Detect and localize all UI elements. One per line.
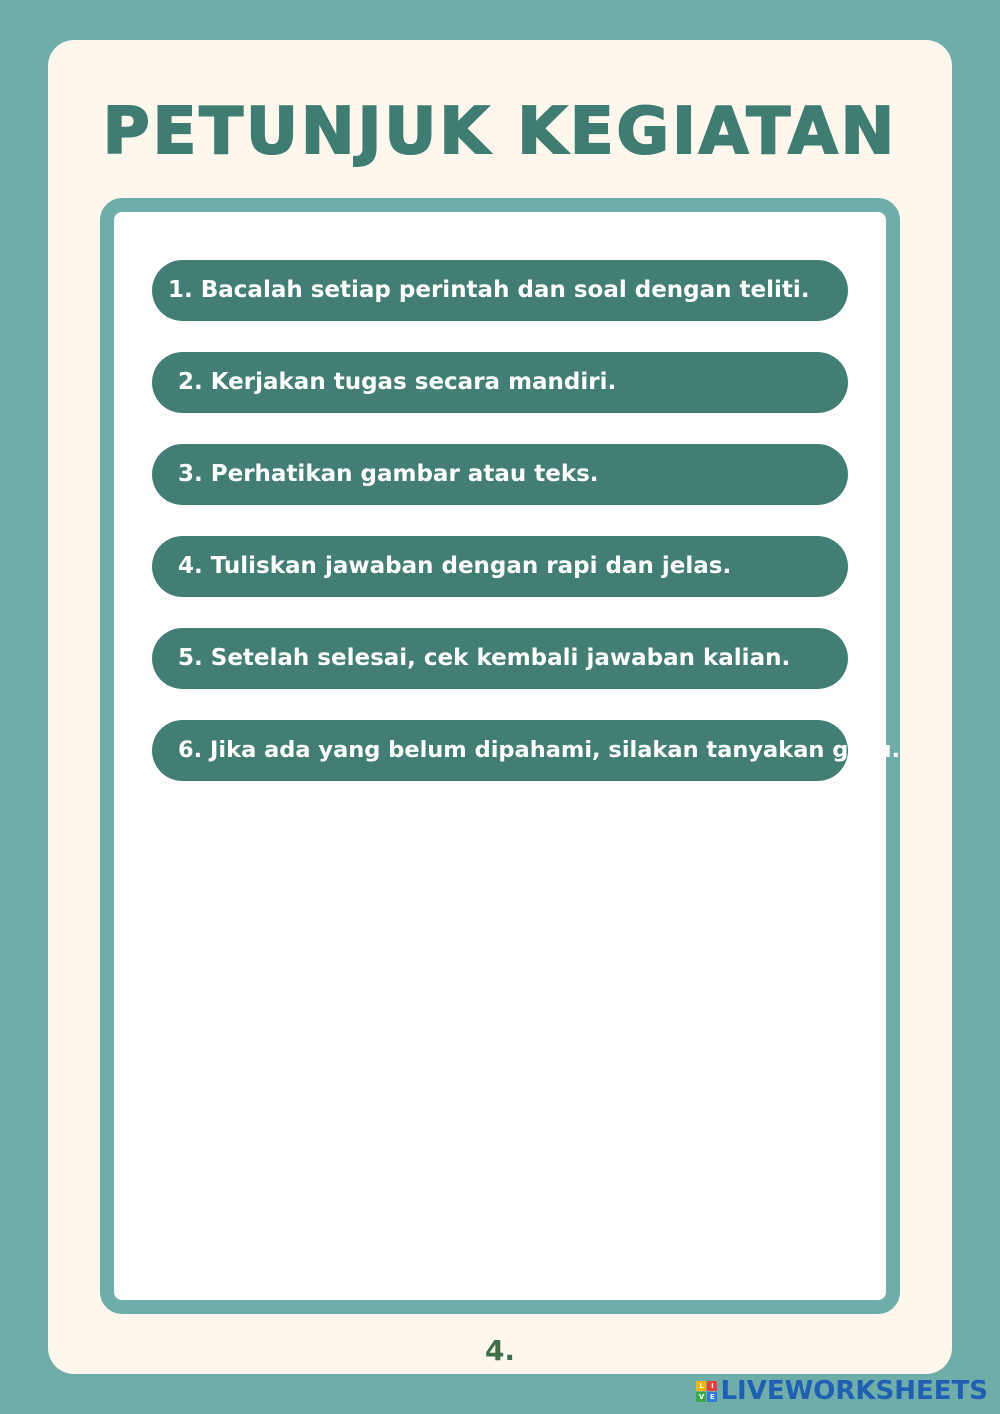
- instruction-item-2: 2. Kerjakan tugas secara mandiri.: [152, 352, 848, 413]
- page-number: 4.: [484, 1334, 516, 1367]
- instruction-item-3: 3. Perhatikan gambar atau teks.: [152, 444, 848, 505]
- logo-letter-i: I: [707, 1381, 717, 1391]
- instruction-item-4: 4. Tuliskan jawaban dengan rapi dan jelas.: [152, 536, 848, 597]
- instruction-item-5: 5. Setelah selesai, cek kembali jawaban kalian.: [152, 628, 848, 689]
- liveworksheets-icon: [696, 1381, 717, 1402]
- instruction-item-6: 6. Jika ada yang belum dipahami, silakan tanyakan guru.: [152, 720, 848, 781]
- logo-letter-e: E: [707, 1392, 717, 1402]
- liveworksheets-wordmark: LIVEWORKSHEETS: [720, 1376, 988, 1406]
- logo-letter-l: L: [696, 1381, 706, 1391]
- logo-letter-v: V: [696, 1392, 706, 1402]
- instruction-item-1: 1. Bacalah setiap perintah dan soal dengan teliti.: [152, 260, 848, 321]
- page-title: PETUNJUK KEGIATAN: [102, 95, 898, 169]
- liveworksheets-logo[interactable]: [696, 1374, 988, 1408]
